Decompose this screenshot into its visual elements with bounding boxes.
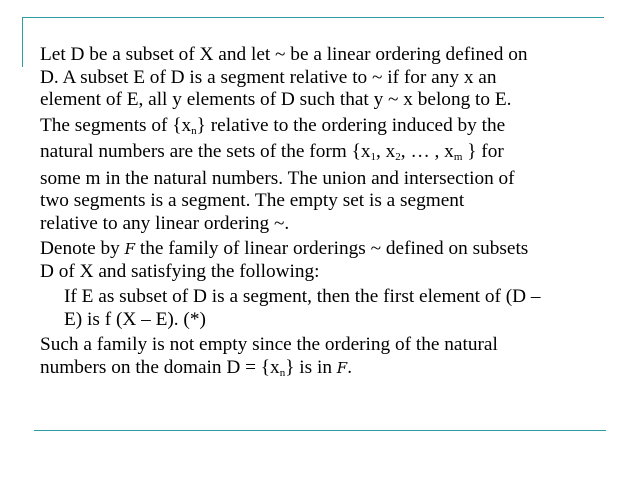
subscript: 2 (395, 151, 401, 163)
text-line: Let D be a subset of X and let ~ be a linear ordering defined on (40, 44, 528, 65)
text-run: } is in (285, 356, 337, 378)
text-line (40, 356, 600, 380)
text-line: element of E, all y elements of D such that y ~ x belong to E. (40, 89, 512, 110)
text-line (40, 238, 600, 261)
text-line: Such a family is not empty since the ordering of the natural (40, 334, 498, 355)
subscript: m (453, 151, 463, 163)
subscript: n (279, 366, 286, 379)
text-run: The segments of {x (40, 114, 192, 136)
text-line (40, 141, 600, 164)
script-f-symbol: F (336, 358, 348, 377)
text-run: , x (376, 141, 396, 162)
text-run: Denote by (40, 238, 125, 259)
script-f-symbol: F (124, 240, 136, 258)
text-run: the family of linear orderings ~ defined on subsets (135, 238, 529, 259)
text-run: } relative to the ordering induced by the (196, 114, 506, 136)
top-rule (22, 17, 604, 18)
text-run: natural numbers are the sets of the form {x (40, 141, 371, 162)
paragraph-condition (64, 286, 600, 331)
text-line: D. A subset E of D is a segment relative to ~ if for any x an (40, 66, 497, 88)
text-line (40, 114, 600, 138)
text-line: some m in the natural numbers. The union and intersection of (40, 167, 515, 189)
text-line: relative to any linear ordering ~. (40, 212, 290, 234)
left-rule (22, 17, 23, 67)
paragraph-segments-of-sequence (40, 115, 600, 236)
slide-body (40, 44, 600, 379)
subscript: 1 (370, 151, 377, 163)
text-line: two segments is a segment. The empty set is a segment (40, 190, 465, 211)
text-line: If E as subset of D is a segment, then the first element of (D – (64, 286, 541, 307)
paragraph-family-definition (40, 238, 600, 283)
paragraph-family-nonempty (40, 334, 600, 379)
text-run: numbers on the domain D = {x (40, 356, 280, 378)
subscript: n (191, 124, 197, 137)
text-run: . (347, 356, 353, 378)
bottom-rule (34, 430, 606, 431)
paragraph-segment-definition (40, 44, 600, 112)
text-run: } for (462, 141, 504, 162)
text-line: E) is f (X – E). (*) (64, 308, 206, 330)
text-line: D of X and satisfying the following: (40, 260, 320, 282)
text-run: , … , x (400, 141, 454, 162)
